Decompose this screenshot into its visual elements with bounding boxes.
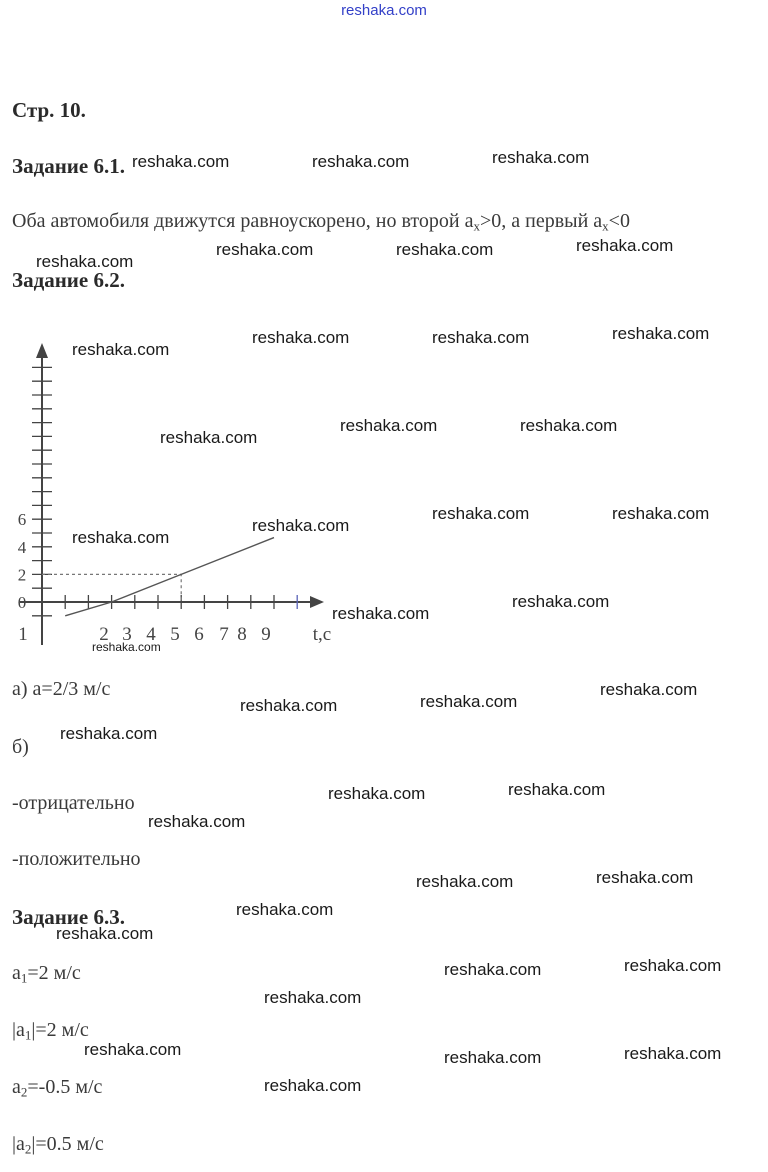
watermark: reshaka.com xyxy=(612,504,710,523)
watermark: reshaka.com xyxy=(600,680,698,699)
watermark: reshaka.com xyxy=(148,812,246,831)
watermark: reshaka.com xyxy=(596,868,694,887)
x-tick-label: 4 xyxy=(146,624,156,645)
watermark: reshaka.com xyxy=(216,240,314,259)
watermark: reshaka.com xyxy=(508,780,606,799)
watermark: reshaka.com xyxy=(36,252,134,271)
task-6-3-title: Задание 6.3. xyxy=(12,905,125,929)
x-tick-label: 6 xyxy=(194,624,204,645)
task-6-1-text: Оба автомобиля движутся равноускорено, но второй $a_x>0$, а первый $a_x<0$ xyxy=(12,210,630,234)
watermark: reshaka.com xyxy=(240,696,338,715)
watermark: reshaka.com xyxy=(512,592,610,611)
watermark: reshaka.com xyxy=(264,1076,362,1095)
watermark: reshaka.com xyxy=(612,324,710,343)
x-axis-arrow xyxy=(310,596,324,608)
x-tick-label: 7 xyxy=(219,624,229,645)
x-tick-label: 3 xyxy=(122,624,132,645)
task-6-3-line-2: $|a_1|=2$ м/с xyxy=(12,1019,89,1043)
series-line xyxy=(65,538,274,616)
watermark: reshaka.com xyxy=(84,1040,182,1059)
watermark: reshaka.com xyxy=(252,328,350,347)
task-6-3-line-3: $a_2=-0.5$ м/с xyxy=(12,1076,103,1100)
watermark: reshaka.com xyxy=(132,152,230,171)
watermark: reshaka.com xyxy=(312,152,410,171)
y-tick-label: 4 xyxy=(17,537,27,557)
watermark: reshaka.com xyxy=(92,640,161,654)
watermark: reshaka.com xyxy=(396,240,494,259)
watermark: reshaka.com xyxy=(340,416,438,435)
watermark: reshaka.com xyxy=(416,872,514,891)
watermark: reshaka.com xyxy=(160,428,258,447)
x-tick-label: 5 xyxy=(170,624,180,645)
x-axis-label: t,c xyxy=(312,624,332,645)
answer-line-positive: -положительно xyxy=(12,848,141,870)
answer-line-negative: -отрицательно xyxy=(12,792,135,814)
watermark: reshaka.com xyxy=(332,604,430,623)
page-title: Стр. 10. xyxy=(12,98,86,122)
watermark: reshaka.com xyxy=(72,528,170,547)
watermark: reshaka.com xyxy=(432,504,530,523)
site-link[interactable]: reshaka.com xyxy=(341,2,427,19)
watermark: reshaka.com xyxy=(520,416,618,435)
x-tick-label: 2 xyxy=(99,624,109,645)
y-axis-arrow xyxy=(36,343,48,358)
watermark: reshaka.com xyxy=(624,956,722,975)
task-6-2-title: Задание 6.2. xyxy=(12,268,125,292)
x-tick-label: 1 xyxy=(18,624,28,645)
task-6-3-line-4: $|a_2|=0.5$ м/с xyxy=(12,1133,104,1157)
velocity-time-chart xyxy=(0,330,360,670)
watermark: reshaka.com xyxy=(56,924,154,943)
watermark: reshaka.com xyxy=(444,960,542,979)
watermark: reshaka.com xyxy=(576,236,674,255)
watermark: reshaka.com xyxy=(492,148,590,167)
watermark: reshaka.com xyxy=(236,900,334,919)
watermark: reshaka.com xyxy=(72,340,170,359)
answer-b: б) xyxy=(12,736,29,758)
answer-a: а) a=2/3 м/с xyxy=(12,678,111,700)
y-tick-label: 6 xyxy=(17,510,27,530)
watermark: reshaka.com xyxy=(420,692,518,711)
y-tick-label: 2 xyxy=(17,565,27,585)
watermark: reshaka.com xyxy=(328,784,426,803)
task-6-3-line-1: $a_1=2$ м/с xyxy=(12,962,81,986)
watermark: reshaka.com xyxy=(264,988,362,1007)
watermark: reshaka.com xyxy=(252,516,350,535)
y-tick-label: 0 xyxy=(17,593,27,612)
x-tick-label: 9 xyxy=(261,624,271,645)
watermark: reshaka.com xyxy=(624,1044,722,1063)
x-tick-label: 8 xyxy=(237,624,247,645)
watermark: reshaka.com xyxy=(444,1048,542,1067)
watermark: reshaka.com xyxy=(432,328,530,347)
task-6-1-title: Задание 6.1. xyxy=(12,154,125,178)
watermark: reshaka.com xyxy=(60,724,158,743)
